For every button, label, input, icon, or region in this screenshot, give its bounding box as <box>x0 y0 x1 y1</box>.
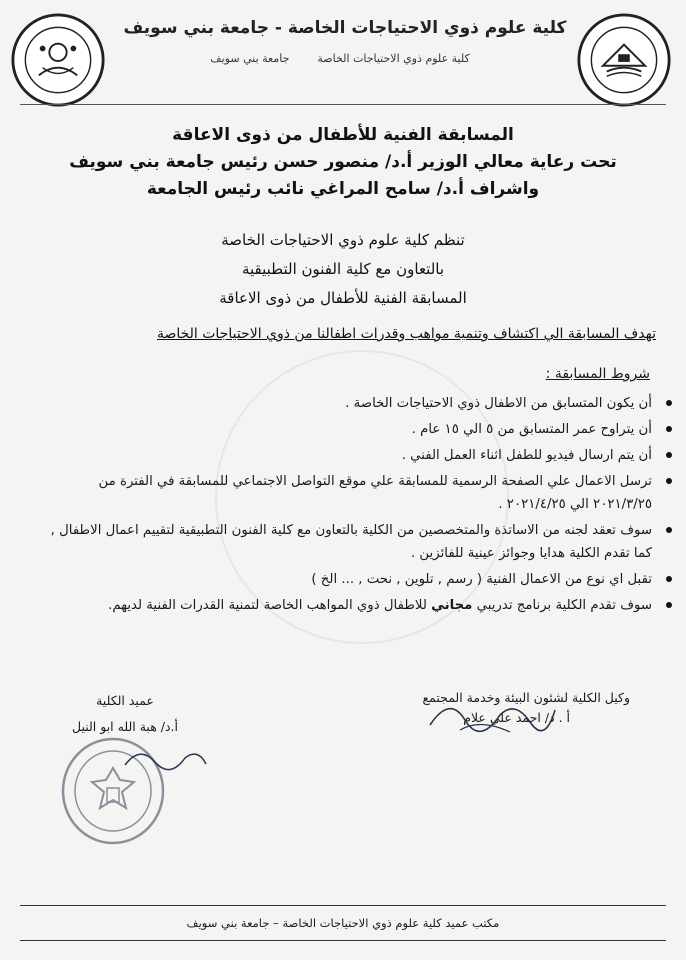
header-title: كلية علوم ذوي الاحتياجات الخاصة - جامعة بني سويف <box>123 18 567 38</box>
header-divider <box>20 104 666 105</box>
list-item <box>40 519 652 565</box>
condition-text-before: سوف تقدم الكلية برنامج تدريبي <box>476 598 652 613</box>
aim-text: تهدف المسابقة الي اكتشاف وتنمية مواهب وقدرات اطفالنا من ذوي الاحتياجات الخاصة <box>156 326 656 342</box>
title-line-3: واشراف أ.د/ سامح المراغي نائب رئيس الجامعة <box>146 179 540 199</box>
bullet-icon <box>666 527 672 533</box>
list-item <box>40 568 652 591</box>
bullet-icon <box>666 426 672 432</box>
bullet-icon <box>666 400 672 406</box>
condition-text: أن يكون المتسابق من الاطفال ذوي الاحتياجات الخاصة . <box>345 396 652 411</box>
bullet-icon <box>666 602 672 608</box>
university-seal-icon <box>576 12 672 108</box>
title-line-1: المسابقة الفنية للأطفال من ذوى الاعاقة <box>172 125 514 145</box>
condition-text: سوف تعقد لجنه من الاساتذة والمتخصصين من الكلية بالتعاون مع كلية الفنون التطبيقية لتقييم اعمال الاطفال , كما تقدم الكلية هدايا وجوائز عينية للفائزين . <box>50 523 652 561</box>
conditions-heading <box>30 366 650 382</box>
header-subtitle <box>150 52 530 65</box>
intro-line-2: بالتعاون مع كلية الفنون التطبيقية <box>241 260 445 278</box>
bullet-icon <box>666 576 672 582</box>
list-item <box>40 392 652 415</box>
document-titles <box>40 122 646 203</box>
dean-name: أ.د/ هبة الله ابو النيل <box>71 719 178 734</box>
bullet-icon <box>666 478 672 484</box>
condition-text: ترسل الاعمال علي الصفحة الرسمية للمسابقة علي موقع التواصل الاجتماعي للمسابقة في الفترة من ٢٠٢١/٣/٢٥ الي ٢٠٢١/٤/٢٥ . <box>98 474 652 512</box>
vice-dean-handwritten-signature-icon <box>420 690 560 740</box>
condition-text: أن يتم ارسال فيديو للطفل اثناء العمل الفني . <box>401 448 652 463</box>
list-item <box>40 444 652 467</box>
vice-dean-name: أ . د/ احمد علي علام <box>463 710 570 725</box>
intro-line-1: تنظم كلية علوم ذوي الاحتياجات الخاصة <box>221 231 465 249</box>
faculty-seal-icon <box>10 12 106 108</box>
vice-dean-title: وكيل الكلية لشئون البيئة وخدمة المجتمع <box>422 690 630 705</box>
condition-text: تقبل اي نوع من الاعمال الفنية ( رسم , تلوين , نحت , ... الخ ) <box>311 572 652 587</box>
conditions-heading-text: شروط المسابقة : <box>545 366 650 382</box>
dean-title: عميد الكلية <box>96 693 154 708</box>
header-subtitle-college: كلية علوم ذوي الاحتياجات الخاصة <box>317 52 470 65</box>
intro-block <box>40 226 646 313</box>
list-item <box>40 470 652 516</box>
footer-office: مكتب عميد كلية علوم ذوي الاحتياجات الخاصة – جامعة بني سويف <box>20 905 666 941</box>
intro-line-3: المسابقة الفنية للأطفال من ذوى الاعاقة <box>219 289 467 307</box>
title-line-2: تحت رعاية معالي الوزير أ.د/ منصور حسن رئيس جامعة بني سويف <box>69 152 617 172</box>
condition-text: أن يتراوح عمر المتسابق من ٥ الي ١٥ عام . <box>411 422 652 437</box>
conditions-list <box>40 392 674 620</box>
bullet-icon <box>666 452 672 458</box>
list-item <box>40 594 652 617</box>
condition-text-after: للاطفال ذوي المواهب الخاصة لتمنية القدرات الفنية لديهم. <box>108 598 427 613</box>
condition-bold-word: مجاني <box>431 598 473 613</box>
list-item <box>40 418 652 441</box>
dean-handwritten-signature-icon <box>120 740 210 780</box>
header-subtitle-university: جامعة بني سويف <box>210 52 290 65</box>
dean-signature-block <box>40 688 210 740</box>
competition-aim <box>30 326 656 342</box>
